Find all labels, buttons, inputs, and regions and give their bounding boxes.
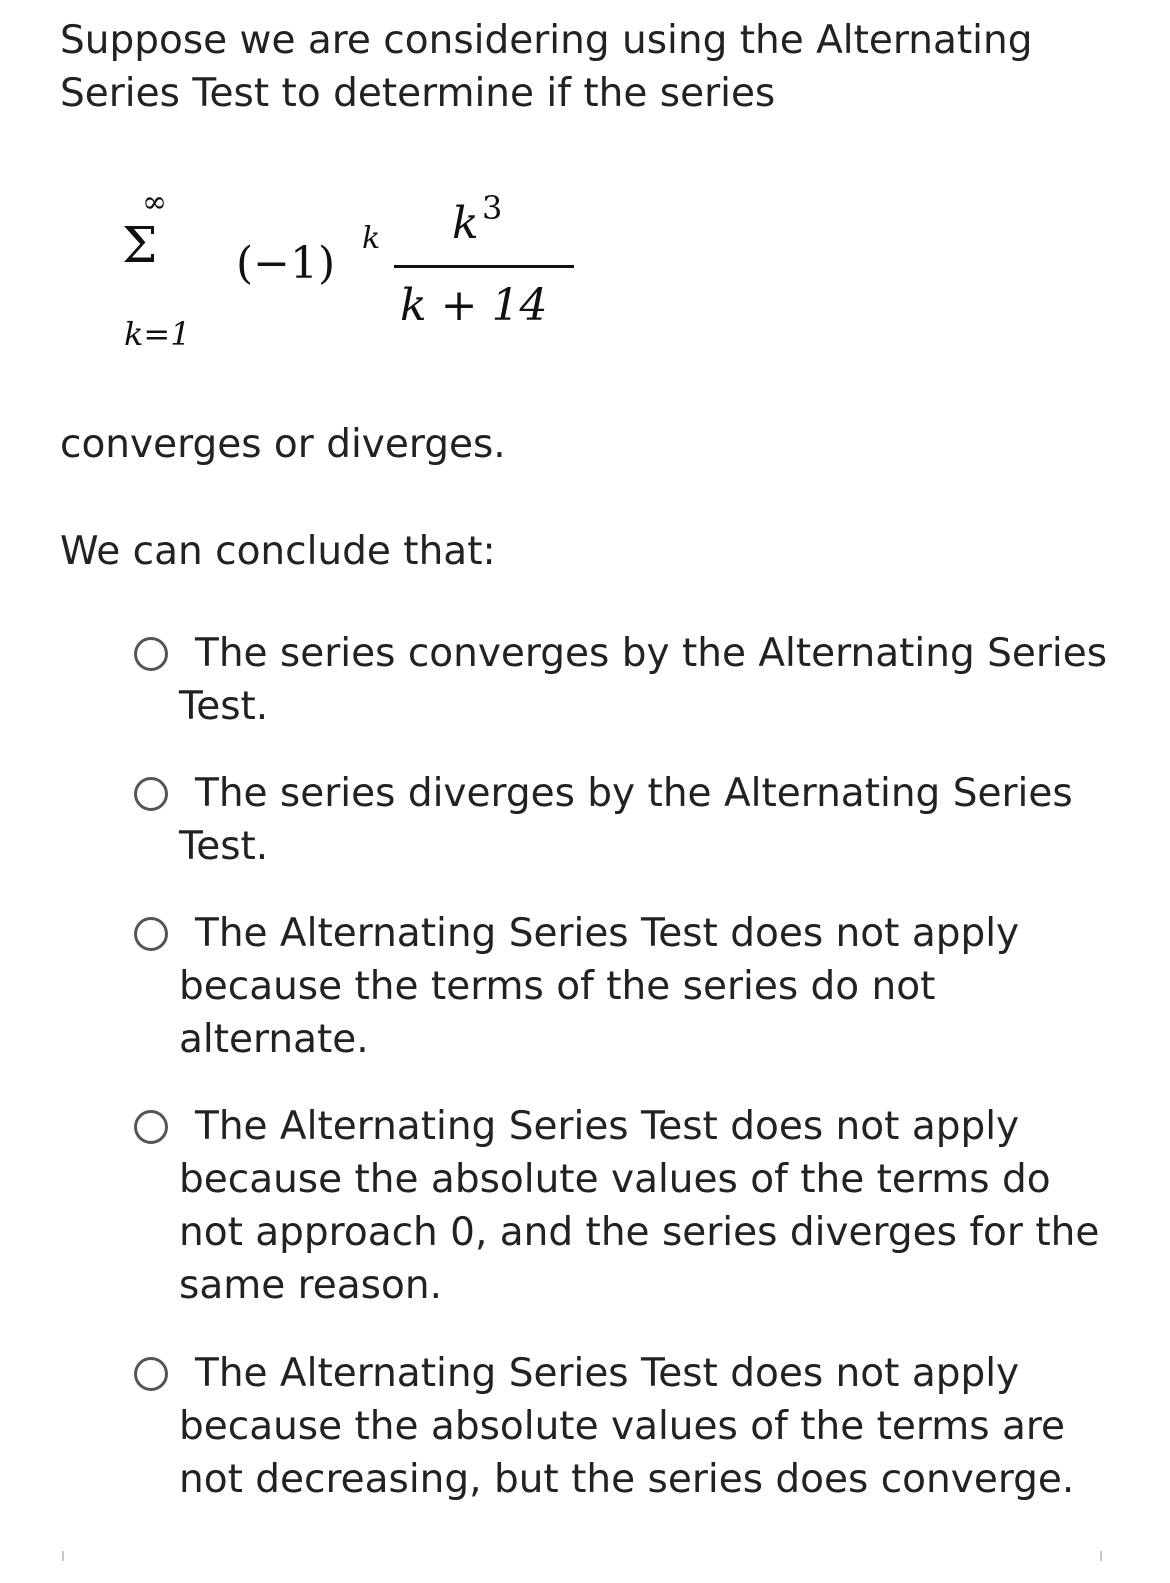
option-label: The series converges by the Alternating Series Test. — [179, 631, 1108, 729]
conclude-label: We can conclude that: — [60, 529, 496, 574]
radio-button[interactable] — [134, 1110, 168, 1144]
right-edge-mark — [1100, 1551, 1102, 1561]
option-label: The Alternating Series Test does not apply because the terms of the series do not alternate. — [179, 911, 1020, 1062]
numerator-base: k — [452, 198, 479, 249]
option-diverges-ast[interactable] — [134, 767, 1124, 873]
radio-button[interactable] — [134, 777, 168, 811]
radio-button[interactable] — [134, 1357, 168, 1391]
numerator-exponent: 3 — [482, 189, 503, 227]
option-converges-ast[interactable] — [134, 627, 1124, 733]
series-formula — [118, 185, 588, 358]
option-terms-not-decreasing[interactable] — [134, 1347, 1124, 1506]
option-not-alternating[interactable] — [134, 907, 1124, 1066]
option-label: The Alternating Series Test does not apply because the absolute values of the terms do not approach 0, and the series diverges for the same reason. — [179, 1104, 1100, 1308]
question-prompt-tail: converges or diverges. — [60, 422, 506, 467]
option-label: The series diverges by the Alternating Series Test. — [179, 771, 1073, 869]
sum-symbol: Σ — [122, 216, 158, 274]
alternating-factor: (−1) — [236, 238, 336, 289]
option-label: The Alternating Series Test does not apply because the absolute values of the terms are not decreasing, but the series does converge. — [179, 1351, 1075, 1502]
question-prompt: Suppose we are considering using the Alternating Series Test to determine if the series — [60, 18, 1033, 116]
denominator: k + 14 — [400, 280, 548, 331]
radio-button[interactable] — [134, 917, 168, 951]
option-terms-not-approaching-zero[interactable] — [134, 1100, 1124, 1312]
sum-upper-limit: ∞ — [142, 185, 167, 220]
radio-button[interactable] — [134, 637, 168, 671]
left-edge-mark — [62, 1551, 64, 1561]
fraction-bar — [394, 265, 574, 268]
sum-lower-limit: k=1 — [124, 315, 191, 353]
factor-exponent: k — [362, 221, 381, 256]
